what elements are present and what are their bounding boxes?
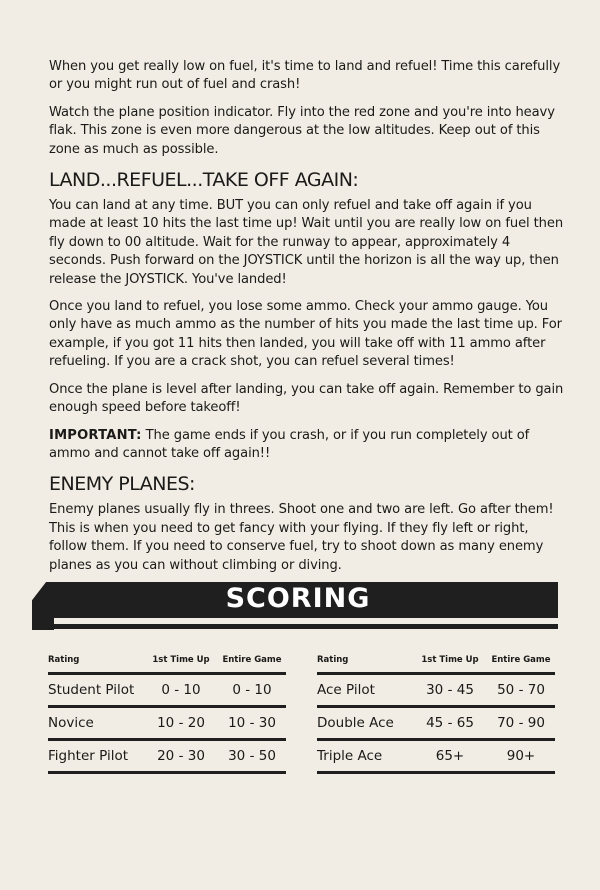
paragraph-takeoff: Once the plane is level after landing, you can take off again. Remember to gain enough speed before takeoff! xyxy=(49,381,564,416)
first-time-up-range: 30 - 45 xyxy=(426,682,474,698)
first-time-up-range: 65+ xyxy=(435,748,465,764)
entire-game-range: 70 - 90 xyxy=(497,715,545,731)
entire-game-range: 50 - 70 xyxy=(497,682,545,698)
paragraph-enemy: Enemy planes usually fly in threes. Shoot one and two are left. Go after them! This is when you need to get fancy with your flying. If they fly left or right, follow them. If you need to conserve fuel, try to shoot down as many enemy planes as you can without climbing or diving. xyxy=(49,502,554,573)
rating-name: Double Ace xyxy=(317,715,394,731)
header-entire-game: Entire Game xyxy=(222,655,282,665)
rating-name: Ace Pilot xyxy=(317,682,375,698)
paragraph-plane-indicator: Watch the plane position indicator. Fly into the red zone and you're into heavy flak. This zone is even more dangerous at the low altitudes. Keep out of this zone as much as possible. xyxy=(49,104,555,157)
entire-game-range: 30 - 50 xyxy=(228,748,276,764)
first-time-up-range: 45 - 65 xyxy=(426,715,474,731)
first-time-up-range: 20 - 30 xyxy=(157,748,205,764)
scoring-table-left xyxy=(48,648,286,774)
paragraph-landing: You can land at any time. BUT you can only refuel and take off again if you made at least 10 hits the last time up! Wait until you are really low on fuel then fly down to 00 altitude. Wait for the runway to appear, approximately 4 seconds. Push forward on the JOYSTICK until the horizon is all the way up, then release the JOYSTICK. You've landed! xyxy=(49,198,564,287)
rating-name: Fighter Pilot xyxy=(48,748,128,764)
entire-game-range: 10 - 30 xyxy=(228,715,276,731)
paragraph-ammo: Once you land to refuel, you lose some ammo. Check your ammo gauge. You only have as much ammo as the number of hits you made the last time up. For example, if you got 11 hits then landed, you will take off with 11 ammo after refueling. If you are a crack shot, you can refuel several times! xyxy=(49,299,562,370)
table-header xyxy=(48,648,286,675)
table-row xyxy=(317,708,555,741)
table-row xyxy=(48,708,286,741)
table-row xyxy=(317,675,555,708)
header-rating: Rating xyxy=(48,655,80,665)
first-time-up-range: 0 - 10 xyxy=(161,682,201,698)
entire-game-range: 0 - 10 xyxy=(232,682,272,698)
scoring-banner xyxy=(32,580,564,632)
banner-underline xyxy=(46,624,558,629)
scoring-table-right xyxy=(317,648,555,774)
table-row xyxy=(317,741,555,774)
rating-name: Triple Ace xyxy=(317,748,383,764)
table-row xyxy=(48,675,286,708)
heading-land-refuel: LAND...REFUEL...TAKE OFF AGAIN: xyxy=(49,169,359,192)
heading-enemy-planes: ENEMY PLANES: xyxy=(49,473,195,496)
first-time-up-range: 10 - 20 xyxy=(157,715,205,731)
table-header xyxy=(317,648,555,675)
table-row xyxy=(48,741,286,774)
rating-name: Novice xyxy=(48,715,94,731)
paragraph-fuel: When you get really low on fuel, it's time to land and refuel! Time this carefully or you might run out of fuel and crash! xyxy=(49,59,561,93)
header-first-time-up: 1st Time Up xyxy=(152,655,210,665)
important-label: IMPORTANT: xyxy=(49,427,142,443)
entire-game-range: 90+ xyxy=(506,748,536,764)
scoring-title: SCORING xyxy=(225,583,371,614)
text-body xyxy=(49,58,565,584)
header-rating: Rating xyxy=(317,655,349,665)
header-entire-game: Entire Game xyxy=(491,655,551,665)
important-text: The game ends if you crash, or if you run completely out of ammo and cannot take off again!! xyxy=(49,427,530,461)
paragraph-important xyxy=(49,427,565,464)
header-first-time-up: 1st Time Up xyxy=(421,655,479,665)
rating-name: Student Pilot xyxy=(48,682,135,698)
